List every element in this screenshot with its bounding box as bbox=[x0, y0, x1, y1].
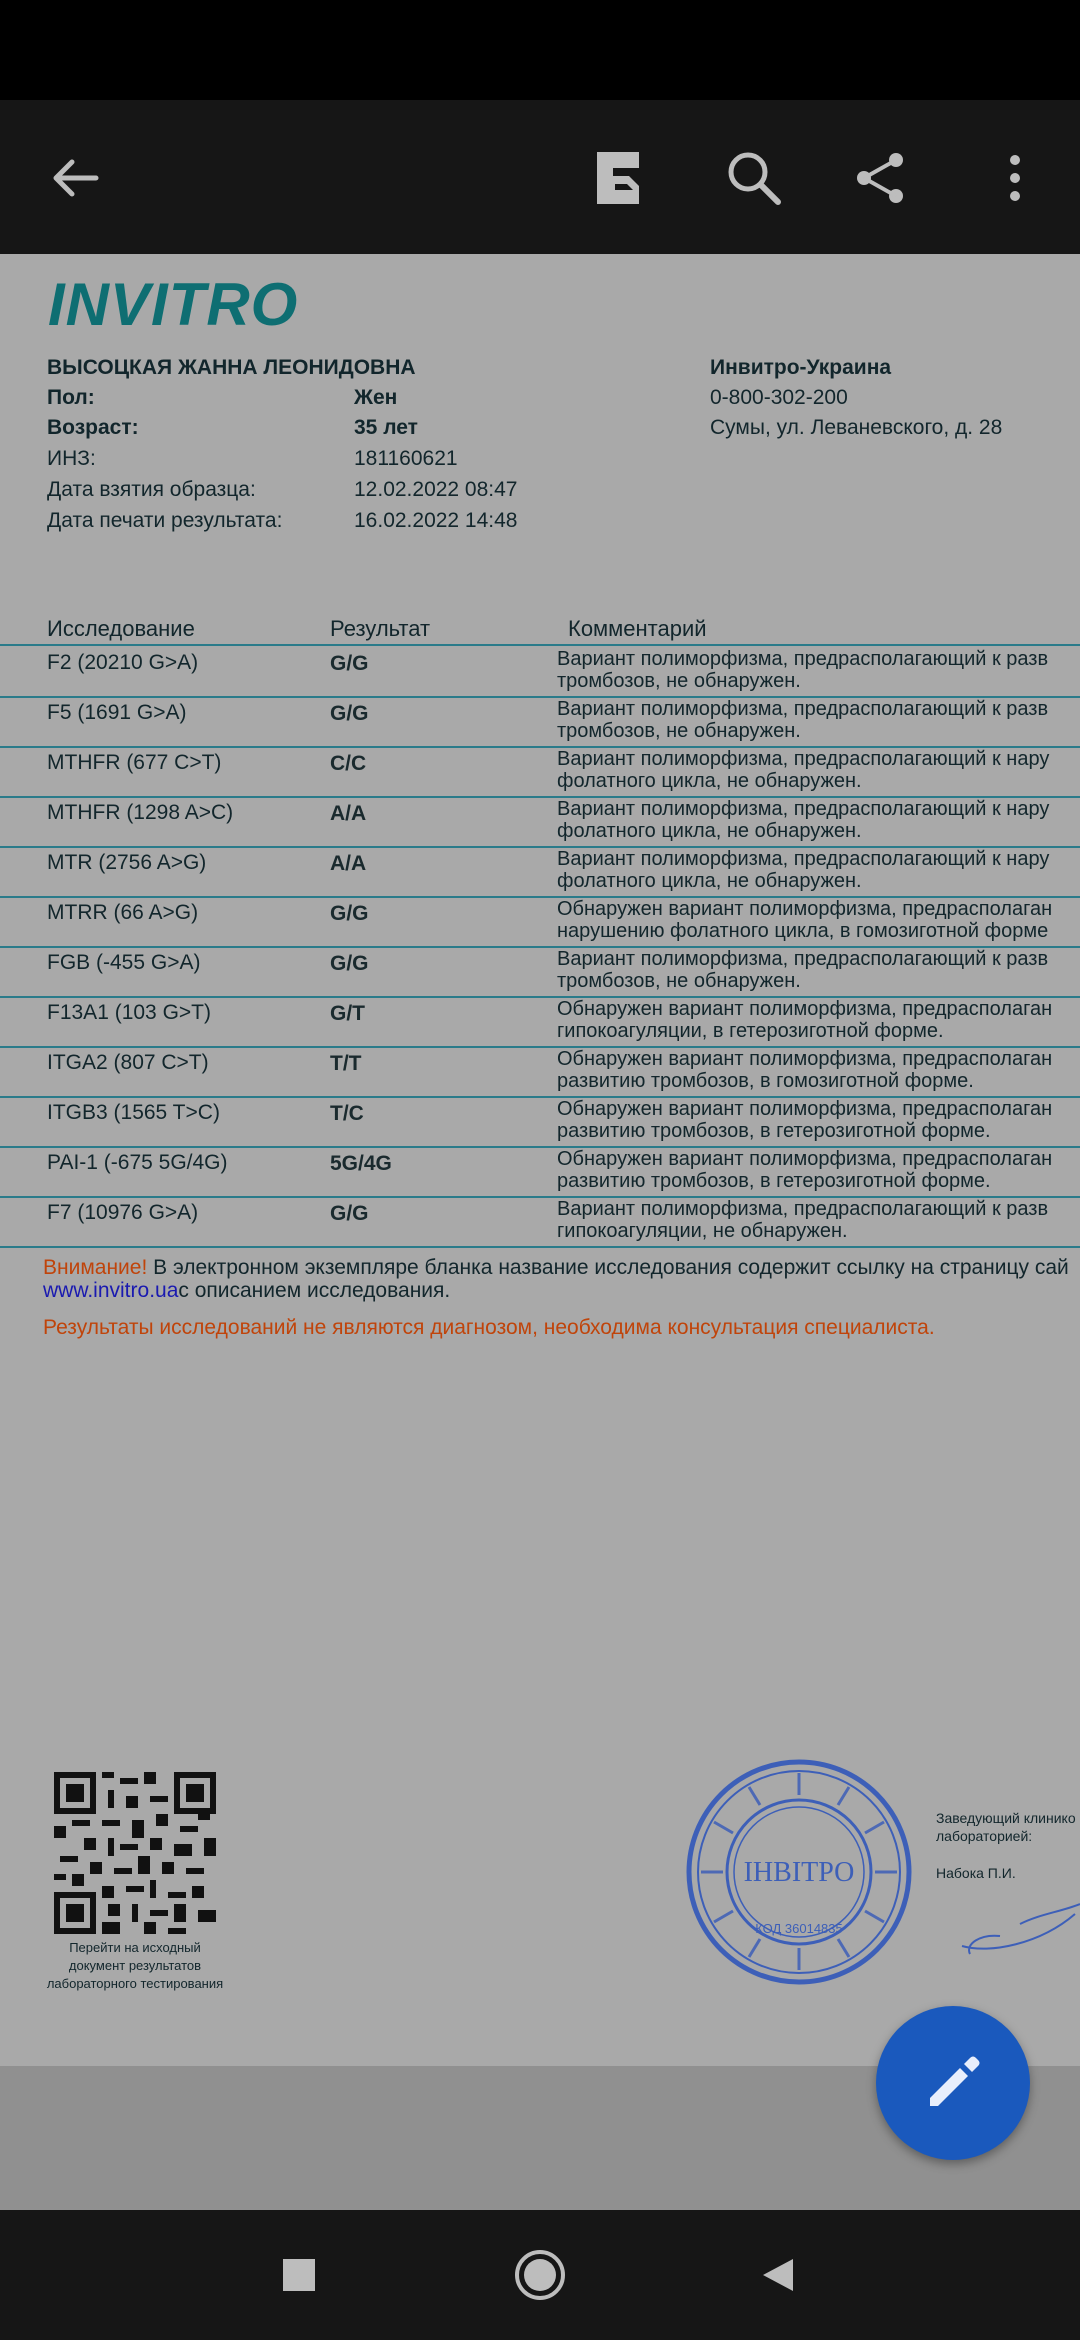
test-name[interactable]: MTRR (66 A>G) bbox=[47, 901, 199, 924]
test-comment: Обнаружен вариант полиморфизма, предрасполаган bbox=[557, 898, 1053, 920]
notice-text-2: с описанием исследования. bbox=[178, 1279, 451, 1302]
table-row[interactable] bbox=[0, 1096, 1080, 1148]
field-value: Жен bbox=[354, 386, 398, 409]
test-comment: тромбозов, не обнаружен. bbox=[557, 670, 801, 692]
test-comment: фолатного цикла, не обнаружен. bbox=[557, 820, 862, 842]
signature-title-line: Заведующий клинико bbox=[936, 1810, 1076, 1826]
table-row[interactable] bbox=[0, 1196, 1080, 1248]
table-row[interactable] bbox=[0, 896, 1080, 948]
test-result: C/C bbox=[330, 752, 367, 775]
table-row[interactable] bbox=[0, 696, 1080, 748]
test-result: G/G bbox=[330, 952, 369, 975]
test-comment: Вариант полиморфизма, предрасполагающий к нару bbox=[557, 848, 1050, 870]
qr-caption-line: Перейти на исходный bbox=[69, 1940, 201, 1955]
invitro-logo: INVITRO bbox=[48, 271, 299, 338]
test-comment: тромбозов, не обнаружен. bbox=[557, 970, 801, 992]
test-result: A/A bbox=[330, 852, 367, 875]
test-name[interactable]: FGB (-455 G>A) bbox=[47, 951, 201, 974]
stamp-text: ІНВІТРО bbox=[743, 1857, 855, 1888]
table-row[interactable] bbox=[0, 1046, 1080, 1098]
table-row[interactable] bbox=[0, 646, 1080, 698]
field-label: Возраст: bbox=[47, 416, 139, 439]
test-result: T/C bbox=[330, 1102, 364, 1125]
test-name[interactable]: MTR (2756 A>G) bbox=[47, 851, 207, 874]
test-result: G/G bbox=[330, 702, 369, 725]
test-comment: нарушению фолатного цикла, в гомозиготной форме bbox=[557, 920, 1049, 942]
test-comment: фолатного цикла, не обнаружен. bbox=[557, 870, 862, 892]
lab-address: Сумы, ул. Леваневского, д. 28 bbox=[710, 416, 1003, 439]
system-nav-bar bbox=[0, 2210, 1080, 2340]
table-row[interactable] bbox=[0, 946, 1080, 998]
test-comment: гипокоагуляции, в гетерозиготной форме. bbox=[557, 1020, 944, 1042]
notice-line-1 bbox=[43, 1256, 1069, 1280]
test-comment: фолатного цикла, не обнаружен. bbox=[557, 770, 862, 792]
status-bar bbox=[0, 0, 1080, 100]
table-row[interactable] bbox=[0, 796, 1080, 848]
notice-line-2 bbox=[43, 1279, 450, 1303]
lab-stamp bbox=[684, 1757, 914, 1987]
pencil-icon bbox=[920, 2050, 986, 2116]
test-name[interactable]: F2 (20210 G>A) bbox=[47, 651, 199, 674]
test-comment: развитию тромбозов, в гомозиготной форме. bbox=[557, 1070, 974, 1092]
test-comment: Обнаружен вариант полиморфизма, предрасполаган bbox=[557, 998, 1053, 1020]
test-result: G/G bbox=[330, 902, 369, 925]
patient-name: ВЫСОЦКАЯ ЖАННА ЛЕОНИДОВНА bbox=[47, 356, 416, 379]
test-comment: Вариант полиморфизма, предрасполагающий к разв bbox=[557, 698, 1049, 720]
signature-title-line: лабораторией: bbox=[936, 1828, 1033, 1844]
test-result: A/A bbox=[330, 802, 367, 825]
test-comment: развитию тромбозов, в гетерозиготной форме. bbox=[557, 1120, 991, 1142]
test-name[interactable]: PAI-1 (-675 5G/4G) bbox=[47, 1151, 228, 1174]
table-row[interactable] bbox=[0, 1146, 1080, 1198]
test-result: G/G bbox=[330, 1202, 369, 1225]
test-comment: Обнаружен вариант полиморфизма, предрасполаган bbox=[557, 1048, 1053, 1070]
table-header-comment: Комментарий bbox=[568, 616, 707, 641]
test-comment: развитию тромбозов, в гетерозиготной форме. bbox=[557, 1170, 991, 1192]
test-comment: гипокоагуляции, не обнаружен. bbox=[557, 1220, 848, 1242]
field-label: Пол: bbox=[47, 386, 95, 409]
field-label: Дата печати результата: bbox=[47, 509, 283, 532]
test-name[interactable]: ITGB3 (1565 T>C) bbox=[47, 1101, 220, 1124]
qr-code[interactable] bbox=[54, 1772, 216, 1934]
table-header-test: Исследование bbox=[47, 616, 195, 641]
document-page[interactable] bbox=[0, 254, 1080, 2066]
test-result: 5G/4G bbox=[330, 1152, 392, 1175]
more-vert-icon[interactable] bbox=[975, 138, 1055, 218]
qr-caption-line: лабораторного тестирования bbox=[46, 1976, 224, 1991]
field-value: 12.02.2022 08:47 bbox=[354, 478, 518, 501]
arrow-left-icon[interactable] bbox=[36, 138, 116, 218]
test-name[interactable]: MTHFR (677 C>T) bbox=[47, 751, 222, 774]
top-toolbar bbox=[0, 100, 1080, 254]
search-icon[interactable] bbox=[714, 138, 794, 218]
table-row[interactable] bbox=[0, 846, 1080, 898]
test-name[interactable]: F5 (1691 G>A) bbox=[47, 701, 187, 724]
test-comment: Вариант полиморфизма, предрасполагающий к нару bbox=[557, 798, 1050, 820]
home-circle-icon[interactable] bbox=[505, 2240, 575, 2310]
field-value: 35 лет bbox=[354, 416, 418, 439]
table-row[interactable] bbox=[0, 746, 1080, 798]
signature-name: Набока П.И. bbox=[936, 1865, 1016, 1881]
test-comment: Обнаружен вариант полиморфизма, предрасполаган bbox=[557, 1098, 1053, 1120]
test-comment: Вариант полиморфизма, предрасполагающий к разв bbox=[557, 1198, 1049, 1220]
test-comment: тромбозов, не обнаружен. bbox=[557, 720, 801, 742]
recents-square-icon[interactable] bbox=[264, 2240, 334, 2310]
test-result: G/T bbox=[330, 1002, 365, 1025]
notice-label: Внимание! bbox=[43, 1256, 148, 1279]
share-icon[interactable] bbox=[840, 138, 920, 218]
test-comment: Обнаружен вариант полиморфизма, предрасполаган bbox=[557, 1148, 1053, 1170]
test-result: G/G bbox=[330, 652, 369, 675]
test-name[interactable]: MTHFR (1298 A>C) bbox=[47, 801, 234, 824]
stamp-code: КОД 36014835 bbox=[755, 1921, 843, 1936]
test-comment: Вариант полиморфизма, предрасполагающий к разв bbox=[557, 948, 1049, 970]
test-result: T/T bbox=[330, 1052, 362, 1075]
field-label: Дата взятия образца: bbox=[47, 478, 256, 501]
page-layout-icon[interactable] bbox=[578, 138, 658, 218]
field-value: 181160621 bbox=[354, 447, 458, 470]
notice-text: В электронном экземпляре бланка название исследования содержит ссылку на страницу сай bbox=[147, 1256, 1069, 1279]
edit-fab-button[interactable] bbox=[876, 2006, 1030, 2160]
table-header-result: Результат bbox=[330, 616, 431, 641]
test-name[interactable]: F7 (10976 G>A) bbox=[47, 1201, 199, 1224]
field-value: 16.02.2022 14:48 bbox=[354, 509, 518, 532]
lab-phone: 0-800-302-200 bbox=[710, 386, 848, 409]
back-triangle-icon[interactable] bbox=[742, 2240, 812, 2310]
test-name[interactable]: F13A1 (103 G>T) bbox=[47, 1001, 211, 1024]
field-label: ИНЗ: bbox=[47, 447, 96, 470]
disclaimer: Результаты исследований не являются диагнозом, необходима консультация специалиста. bbox=[43, 1316, 935, 1339]
table-row[interactable] bbox=[0, 996, 1080, 1048]
invitro-link[interactable]: www.invitro.ua bbox=[43, 1279, 179, 1302]
test-name[interactable]: ITGA2 (807 C>T) bbox=[47, 1051, 209, 1074]
lab-name: Инвитро-Украина bbox=[710, 356, 892, 379]
test-comment: Вариант полиморфизма, предрасполагающий к нару bbox=[557, 748, 1050, 770]
test-comment: Вариант полиморфизма, предрасполагающий к разв bbox=[557, 648, 1049, 670]
signature-scribble bbox=[960, 1884, 1080, 1964]
qr-caption-line: документ результатов bbox=[68, 1958, 202, 1973]
